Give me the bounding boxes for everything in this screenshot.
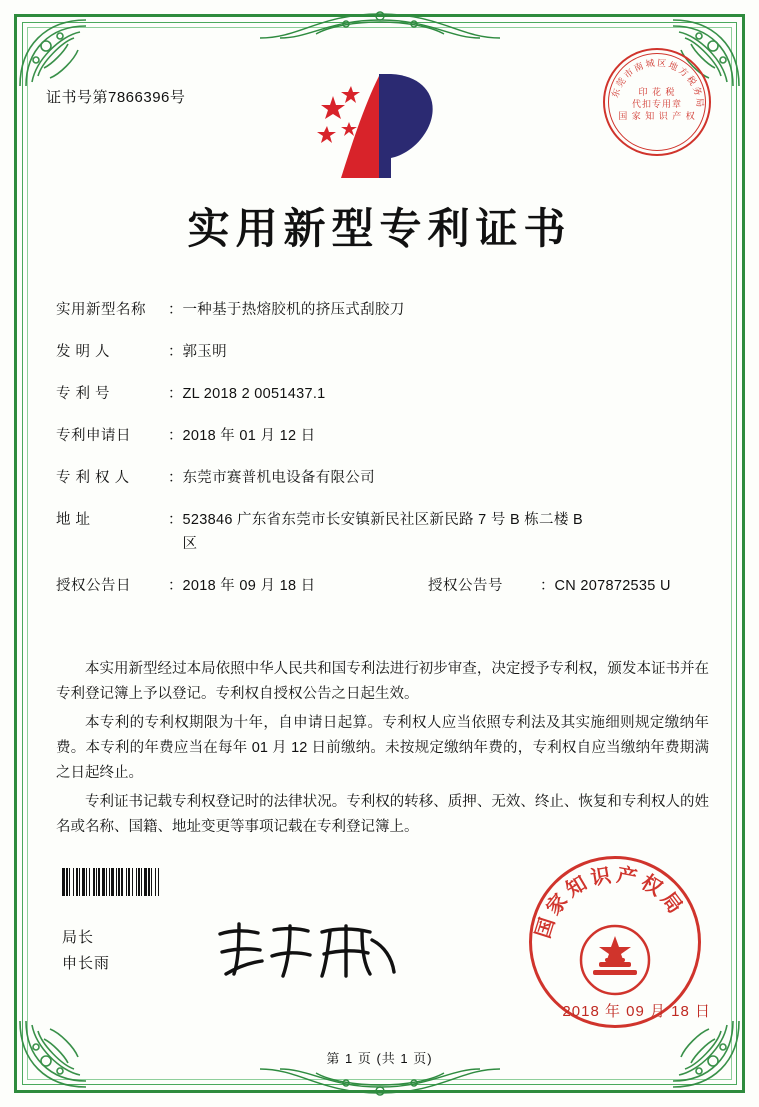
grant-pair <box>56 576 707 596</box>
handwritten-signature <box>212 916 402 986</box>
field-value: ZL 2018 2 0051437.1 <box>182 386 326 402</box>
signature-strokes-icon <box>212 916 402 986</box>
barcode <box>62 868 288 896</box>
field-colon: ： <box>168 578 183 594</box>
certificate-number: 证书号第7866396号 <box>46 89 186 106</box>
legal-paragraph-1: 本实用新型经过本局依照中华人民共和国专利法进行初步审查，决定授予专利权，颁发本证书并在专利登记簿上予以登记。专利权自授权公告之日起生效。 <box>56 661 709 702</box>
field-row-application-date <box>56 426 707 446</box>
corner-ornament-icon <box>16 16 90 90</box>
field-label: 发 明 人 <box>56 344 111 360</box>
field-colon: ： <box>168 428 183 444</box>
address-line-2: 区 <box>182 536 198 552</box>
bottom-ornament-icon <box>260 1065 500 1099</box>
field-value: CN 207872535 U <box>554 578 671 594</box>
field-row-patentee <box>56 468 707 488</box>
field-colon: ： <box>168 302 183 318</box>
tax-stamp-line3: 国 家 知 识 产 权 <box>618 111 696 121</box>
field-value: 郭玉明 <box>182 344 227 360</box>
field-colon: ： <box>168 344 183 360</box>
field-label: 专 利 权 人 <box>56 470 130 486</box>
director-title-label: 局长 <box>62 929 95 946</box>
field-colon: ： <box>168 512 183 528</box>
tax-stamp-line1: 印 花 税 <box>638 87 676 97</box>
field-value-address <box>183 510 708 554</box>
field-colon: ： <box>168 386 183 402</box>
field-colon: ： <box>540 578 555 594</box>
field-label: 授权公告日 <box>56 578 131 594</box>
legal-text-block <box>56 657 709 844</box>
field-row-patent-number <box>56 384 707 404</box>
field-value: 东莞市赛普机电设备有限公司 <box>182 470 375 486</box>
field-colon: ： <box>168 470 183 486</box>
field-row-address <box>56 510 707 554</box>
tax-stamp-line2: 代扣专用章 <box>631 99 682 109</box>
field-row-inventor <box>56 342 707 362</box>
field-row-name <box>56 300 707 320</box>
cnipa-logo-icon <box>305 60 455 188</box>
tax-stamp-lines <box>603 86 711 122</box>
field-label: 授权公告号 <box>428 578 503 594</box>
legal-paragraph-3: 专利证书记载专利权登记时的法律状况。专利权的转移、质押、无效、终止、恢复和专利权人的姓名或名称、国籍、地址变更等事项记载在专利登记簿上。 <box>56 794 709 835</box>
field-label: 专利申请日 <box>56 428 131 444</box>
signature-labels <box>62 925 110 977</box>
field-value: 2018 年 01 月 12 日 <box>182 428 316 444</box>
field-row-grant <box>56 576 707 596</box>
field-label: 地 址 <box>56 512 91 528</box>
field-label: 实用新型名称 <box>56 302 146 318</box>
field-value: 一种基于热熔胶机的挤压式刮胶刀 <box>182 302 405 318</box>
tax-stamp <box>603 48 711 156</box>
page-title: 实用新型专利证书 <box>187 207 572 253</box>
field-value: 2018 年 09 月 18 日 <box>182 578 316 594</box>
svg-text:国家知识产权局: 国家知识产权局 <box>532 864 689 942</box>
director-name-label: 申长雨 <box>62 955 111 972</box>
fields-block <box>56 300 707 618</box>
grant-number-group <box>428 576 707 596</box>
top-ornament-icon <box>260 8 500 42</box>
seal-date: 2018 年 09 月 18 日 <box>562 1003 711 1020</box>
svg-text:东莞市南城区地方税务局: 东莞市南城区地方税务局 <box>609 57 706 110</box>
address-line-1: 523846 广东省东莞市长安镇新民社区新民路 7 号 B 栋二楼 B <box>182 512 583 528</box>
page-footer: 第 1 页 (共 1 页) <box>326 1051 433 1066</box>
field-label: 专 利 号 <box>56 386 111 402</box>
grant-date-group <box>56 576 428 596</box>
legal-paragraph-2: 本专利的专利权期限为十年，自申请日起算。专利权人应当依照专利法及其实施细则规定缴纳年费。本专利的年费应当在每年 01 月 12 日前缴纳。未按规定缴纳年费的，专利权自应当缴纳年费期满之日起终止。 <box>56 715 709 781</box>
